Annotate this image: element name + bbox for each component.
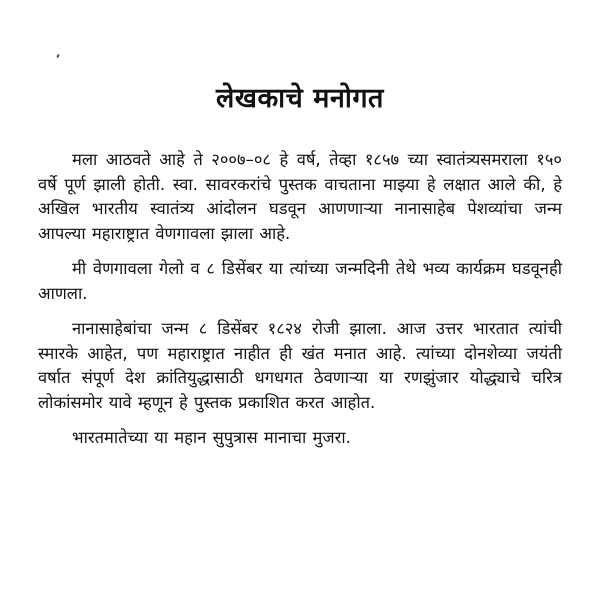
- paragraph-4: भारतमातेच्या या महान सुपुत्रास मानाचा मुजरा.: [72, 428, 351, 447]
- paragraph-1: मला आठवते आहे ते २००७–०८ हे वर्ष, तेव्हा १८५७ च्या स्वातंत्र्यसमराला १५० वर्षे पूर्ण झाली होती. स्वा. सावरकरांचे पुस्तक वाचताना माझ्या हे लक्षात आले की, हे अखिल भारतीय स्वातंत्र्य आंदोलन घडवून आणणाऱ्या नानासाहेब पेशव्यांचा जन्म आपल्या महाराष्ट्रात वेणगावला झाला आहे.: [38, 150, 562, 243]
- paragraph-3: नानासाहेबांचा जन्म ८ डिसेंबर १८२४ रोजी झाला. आज उत्तर भारतात त्यांची स्मारके आहेत, पण महाराष्ट्रात नाहीत ही खंत मनात आहे. त्यांच्या दोनशेव्या जयंती वर्षात संपूर्ण देश क्रांतियुद्धासाठी धगधगत ठेवणाऱ्या या रणझुंजार योद्ध्याचे चरित्र लोकांसमोर यावे म्हणून हे पुस्तक प्रकाशित करत आहोत.: [38, 319, 562, 412]
- body-text: [38, 148, 562, 462]
- page-title: लेखकाचे मनोगत: [216, 83, 384, 114]
- paragraph-2: मी वेणगावला गेलो व ८ डिसेंबर या त्यांच्या जन्मदिनी तेथे भव्य कार्यक्रम घडवूनही आणला.: [38, 259, 562, 303]
- scan-speck: [56, 54, 59, 58]
